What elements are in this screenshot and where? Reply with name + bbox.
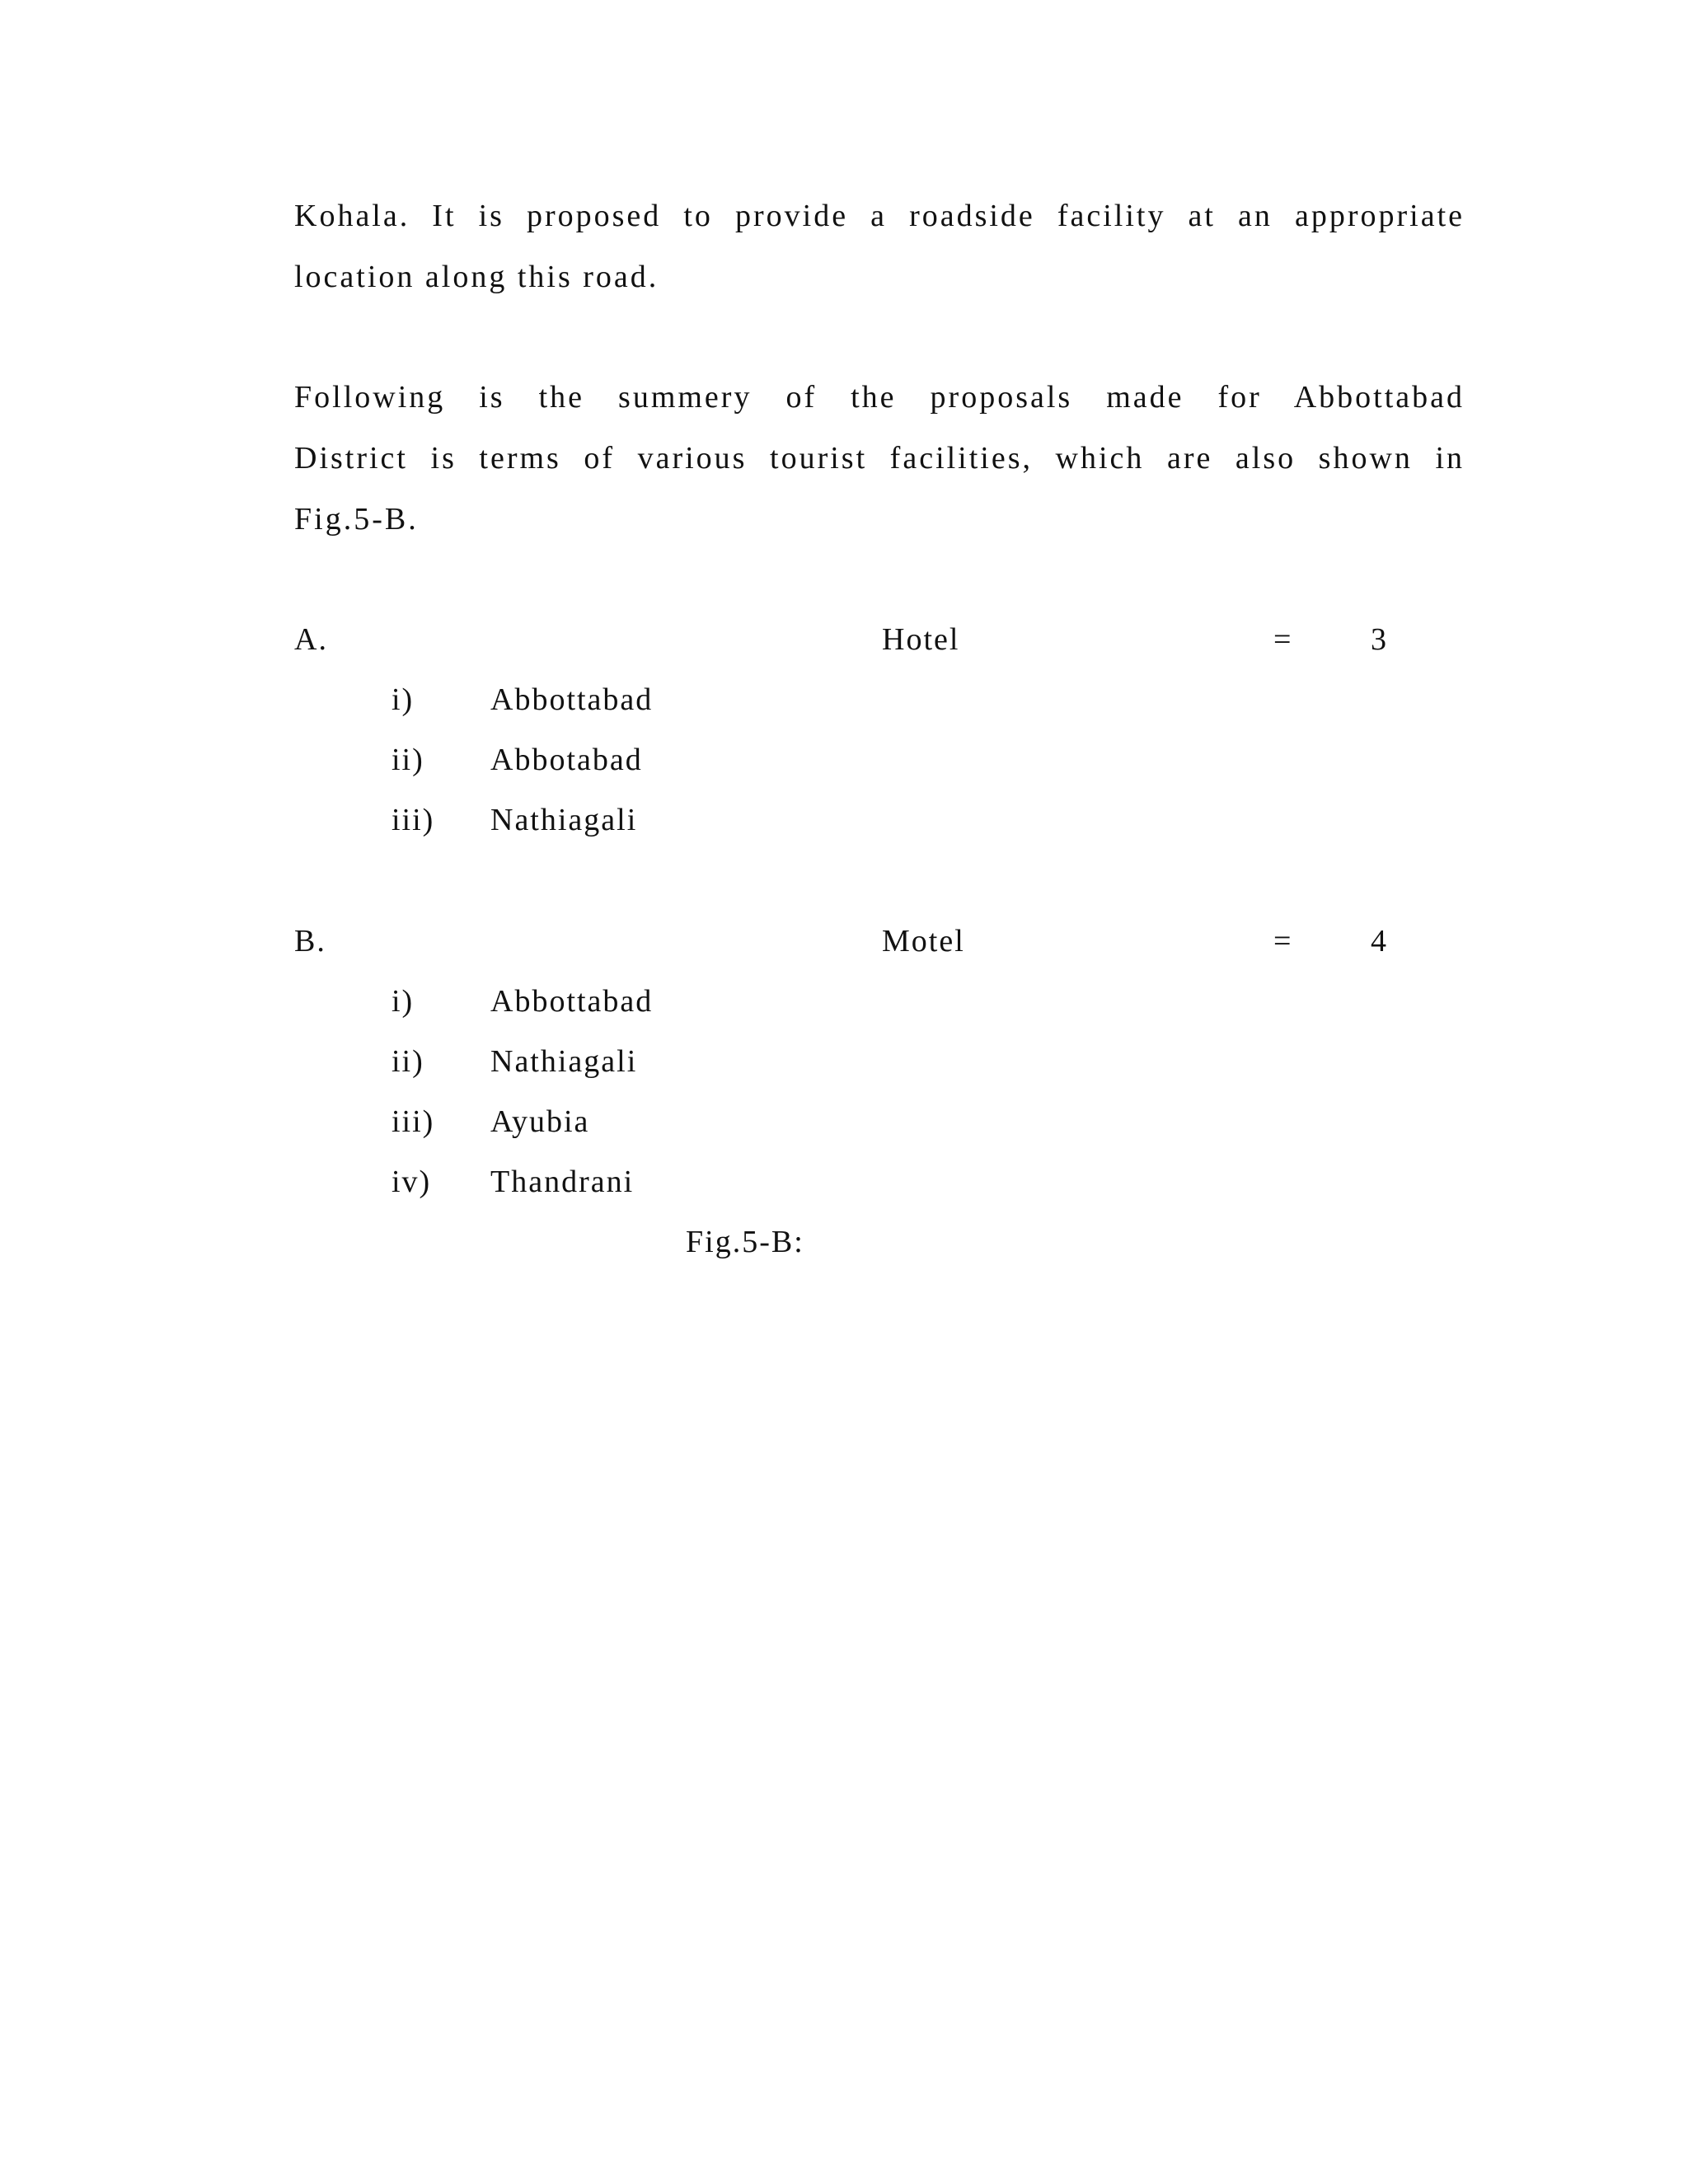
section-b-item-2-num: ii) [392, 1044, 424, 1079]
section-b-item-3-num: iii) [392, 1104, 435, 1139]
section-a-item-1-place: Abbottabad [490, 682, 654, 717]
paragraph-1-line-1: Kohala. It is proposed to provide a roadside facility at an appropriate [294, 199, 1465, 233]
paragraph-2-line-2: District is terms of various tourist facilities, which are also shown in [294, 441, 1465, 476]
figure-caption: Fig.5-B: [686, 1225, 804, 1259]
section-b-item-2-place: Nathiagali [490, 1044, 638, 1079]
section-a-item-2-place: Abbotabad [490, 743, 643, 777]
section-a-equals: = [1273, 622, 1293, 657]
section-a-facility: Hotel [882, 622, 960, 657]
section-a-item-3-place: Nathiagali [490, 803, 638, 837]
section-b-item-1-place: Abbottabad [490, 984, 654, 1019]
section-a-item-1-num: i) [392, 682, 415, 717]
section-b-item-3-place: Ayubia [490, 1104, 590, 1139]
section-b-item-4-place: Thandrani [490, 1165, 635, 1199]
section-a-letter: A. [294, 622, 328, 657]
paragraph-1-line-2: location along this road. [294, 260, 659, 294]
section-a-item-2-num: ii) [392, 743, 424, 777]
section-b-count: 4 [1371, 924, 1388, 958]
paragraph-2-line-3: Fig.5-B. [294, 502, 419, 537]
section-b-equals: = [1273, 924, 1293, 958]
section-b-item-4-num: iv) [392, 1165, 432, 1199]
section-b-item-1-num: i) [392, 984, 415, 1019]
section-b-facility: Motel [882, 924, 965, 958]
paragraph-2-line-1: Following is the summery of the proposals made for Abbottabad [294, 380, 1465, 415]
section-a-item-3-num: iii) [392, 803, 435, 837]
section-b-letter: B. [294, 924, 326, 958]
section-a-count: 3 [1371, 622, 1388, 657]
